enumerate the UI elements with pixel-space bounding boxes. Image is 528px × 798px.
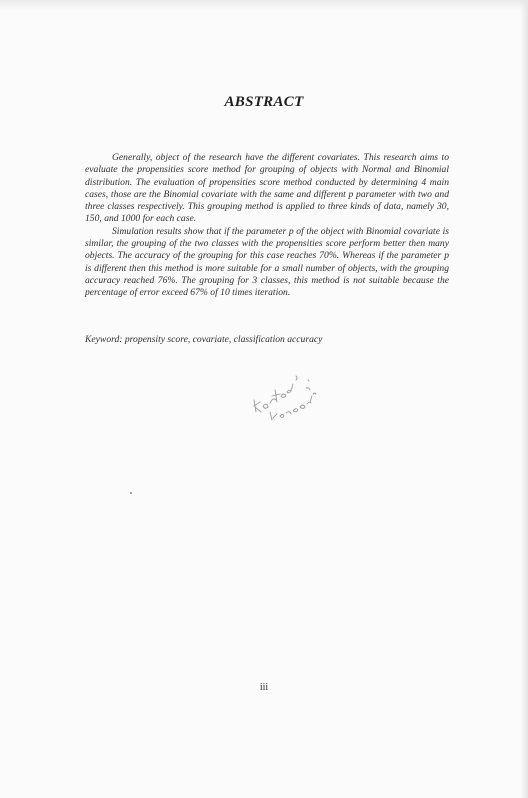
page-number: iii [259, 682, 269, 693]
handwritten-signature [250, 362, 330, 432]
scan-speck [130, 492, 132, 494]
abstract-heading: ABSTRACT [224, 94, 304, 110]
scan-edge-right [520, 0, 528, 798]
scan-edge-top [0, 0, 528, 10]
abstract-body [85, 152, 449, 300]
abstract-paragraph-1: Generally, object of the research have the different covariates. This research aims to evaluate the propensities score method for grouping of objects with Normal and Binomial distribution. The evaluation of propensities score method conducted by determining 4 main cases, those are the Binomial covariate with the same and different p parameter with two and three classes respectively. This grouping method is applied to three kinds of data, namely 30, 150, and 1000 for each case. [85, 152, 449, 225]
keywords-line: Keyword: propensity score, covariate, classification accuracy [85, 334, 323, 345]
abstract-paragraph-2: Simulation results show that if the parameter p of the object with Binomial covariate is similar, the grouping of the two classes with the propensities score perform better then many objects. The accuracy of the grouping for this case reaches 70%. Whereas if the parameter p is different then this method is more suitable for a small number of objects, with the grouping accuracy reached 76%. The grouping for 3 classes, this method is not suitable because the percentage of error exceed 67% of 10 times iteration. [85, 225, 449, 299]
